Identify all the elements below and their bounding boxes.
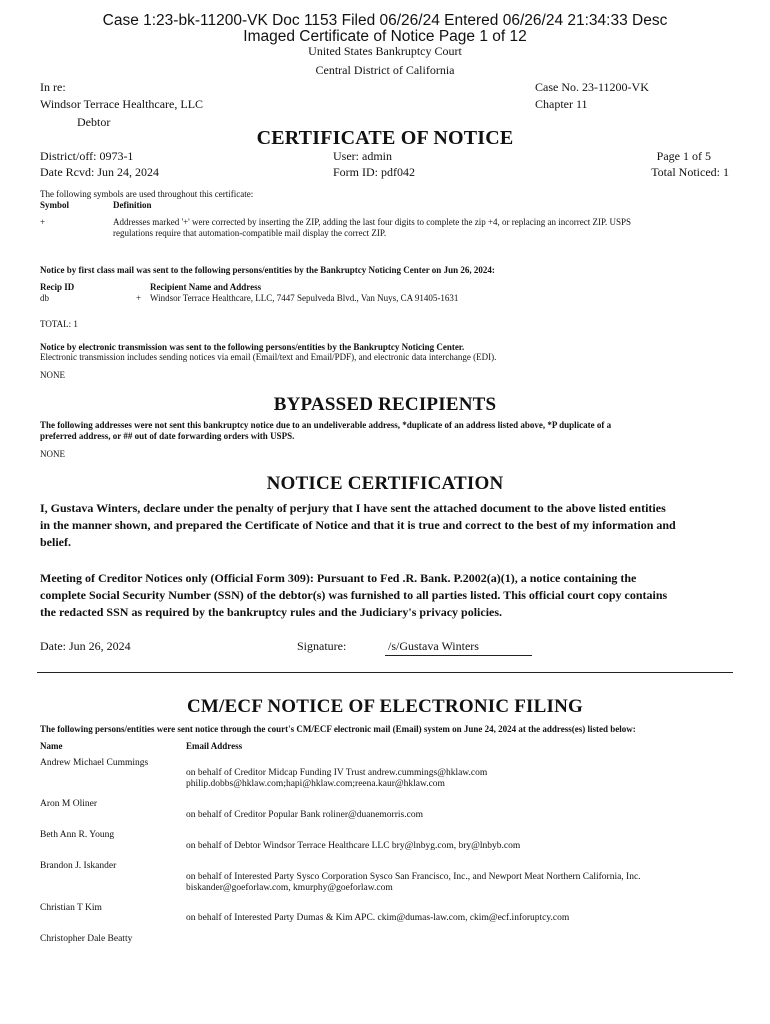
certification-title: NOTICE CERTIFICATION	[266, 473, 504, 494]
certification-paragraph-1	[40, 500, 730, 551]
bypassed-none: NONE	[40, 449, 65, 459]
debtor-label: Debtor	[77, 115, 111, 129]
court-district: Central District of California	[315, 63, 455, 77]
symbols-col-symbol: Symbol	[40, 200, 70, 210]
certification-para2-line2: complete Social Security Number (SSN) of the debtor(s) was furnished to all parties listed. This official court copy contains	[40, 588, 668, 602]
first-class-col-recip: Recip ID	[40, 282, 75, 292]
chapter: Chapter 11	[535, 97, 588, 111]
cmecf-entry-email	[186, 841, 520, 852]
cmecf-entry-name: Brandon J. Iskander	[40, 861, 117, 871]
symbols-col-definition: Definition	[113, 200, 152, 210]
court-name: United States Bankruptcy Court	[308, 44, 462, 58]
cmecf-entry-email-line2: biskander@goeforlaw.com, kmurphy@goeforlaw.com	[186, 883, 393, 893]
cmecf-entry-email	[186, 913, 569, 924]
certification-para2-line1: Meeting of Creditor Notices only (Official Form 309): Pursuant to Fed .R. Bank. P.2002(a)(1), a notice containing the	[40, 571, 637, 585]
cmecf-entry-email	[186, 872, 641, 894]
cmecf-entry-name: Christopher Dale Beatty	[40, 934, 133, 944]
cmecf-entry-email-line1: on behalf of Creditor Popular Bank roliner@duanemorris.com	[186, 810, 423, 820]
cmecf-entry-email	[186, 810, 423, 821]
debtor-name: Windsor Terrace Healthcare, LLC	[40, 97, 204, 111]
recipient-id: db	[40, 293, 49, 303]
cmecf-entry-email-line1: on behalf of Interested Party Sysco Corporation Sysco San Francisco, Inc., and Newport Meat Northern California, Inc.	[186, 872, 641, 882]
signature-label: Signature:	[297, 639, 347, 653]
page-indicator: Page 1 of 5	[656, 149, 711, 163]
certification-para2-line3: the redacted SSN as required by the bankruptcy rules and the Judiciary's privacy policies.	[40, 605, 503, 619]
case-stamp-line2: Imaged Certificate of Notice Page 1 of 12	[243, 28, 527, 45]
recipient-marker: +	[136, 293, 142, 303]
first-class-total: TOTAL: 1	[40, 319, 78, 329]
symbol-plus: +	[40, 217, 46, 227]
certification-para1-line1: I, Gustava Winters, declare under the penalty of perjury that I have sent the attached document to the above listed entities	[40, 501, 666, 515]
signature-line	[385, 655, 532, 656]
first-class-col-name: Recipient Name and Address	[150, 282, 262, 292]
user: User: admin	[333, 149, 392, 163]
cmecf-entry-name: Beth Ann R. Young	[40, 830, 115, 840]
electronic-subline: Electronic transmission includes sending notices via email (Email/text and Email/PDF), and electronic data interchange (EDI).	[40, 352, 497, 362]
electronic-none: NONE	[40, 370, 65, 380]
cmecf-entry-email	[186, 768, 487, 790]
bypassed-text-line2: preferred address, or ## out of date forwarding orders with USPS.	[40, 431, 295, 441]
first-class-heading: Notice by first class mail was sent to the following persons/entities by the Bankruptcy Noticing Center on Jun 26, 2024:	[40, 265, 495, 275]
cmecf-entry-email-line2: philip.dobbs@hklaw.com;hapi@hklaw.com;reena.kaur@hklaw.com	[186, 779, 445, 789]
cmecf-entry-name: Andrew Michael Cummings	[40, 758, 149, 768]
cmecf-entry-email-line1: on behalf of Creditor Midcap Funding IV Trust andrew.cummings@hklaw.com	[186, 768, 488, 778]
certification-date: Date: Jun 26, 2024	[40, 639, 131, 653]
certification-para1-line2: in the manner shown, and prepared the Certificate of Notice and that it is true and correct to the best of my information and	[40, 518, 676, 532]
cmecf-entry-name: Aron M Oliner	[40, 799, 97, 809]
cmecf-entry-name: Christian T Kim	[40, 903, 102, 913]
symbol-definition-line1: Addresses marked '+' were corrected by inserting the ZIP, adding the last four digits to complete the zip +4, or replacing an incorrect ZIP. USPS	[113, 217, 632, 227]
symbols-intro: The following symbols are used throughout this certificate:	[40, 189, 254, 199]
date-received: Date Rcvd: Jun 24, 2024	[40, 165, 159, 179]
symbol-definition-line2: regulations require that automation-compatible mail display the correct ZIP.	[113, 228, 387, 238]
case-stamp-line1: Case 1:23-bk-11200-VK Doc 1153 Filed 06/26/24 Entered 06/26/24 21:34:33 Desc	[102, 12, 668, 29]
bypassed-title: BYPASSED RECIPIENTS	[273, 394, 497, 415]
certification-para1-line3: belief.	[40, 535, 71, 549]
section-divider	[37, 672, 733, 673]
case-number: Case No. 23-11200-VK	[535, 80, 649, 94]
form-id: Form ID: pdf042	[333, 165, 415, 179]
total-noticed: Total Noticed: 1	[651, 165, 729, 179]
cmecf-intro: The following persons/entities were sent notice through the court's CM/ECF electronic mail (Email) system on June 24, 2024 at the address(es) listed below:	[40, 724, 636, 734]
bypassed-text-line1: The following addresses were not sent this bankruptcy notice due to an undeliverable address, *duplicate of an address listed above, *P duplicate of a	[40, 420, 612, 430]
certification-paragraph-2	[40, 570, 730, 621]
document-title: CERTIFICATE OF NOTICE	[256, 127, 514, 149]
recipient-address: Windsor Terrace Healthcare, LLC, 7447 Sepulveda Blvd., Van Nuys, CA 91405-1631	[150, 293, 459, 303]
electronic-heading: Notice by electronic transmission was sent to the following persons/entities by the Bankruptcy Noticing Center.	[40, 342, 465, 352]
cmecf-col-email: Email Address	[186, 741, 243, 751]
in-re-label: In re:	[40, 80, 66, 94]
cmecf-col-name: Name	[40, 741, 63, 751]
cmecf-title: CM/ECF NOTICE OF ELECTRONIC FILING	[187, 696, 583, 717]
cmecf-entry-email-line1: on behalf of Interested Party Dumas & Kim APC. ckim@dumas-law.com, ckim@ecf.inforuptcy.com	[186, 913, 570, 923]
district-office: District/off: 0973-1	[40, 149, 134, 163]
cmecf-entry-email-line1: on behalf of Debtor Windsor Terrace Healthcare LLC bry@lnbyg.com, bry@lnbyb.com	[186, 841, 521, 851]
signature-value: /s/Gustava Winters	[388, 639, 479, 653]
